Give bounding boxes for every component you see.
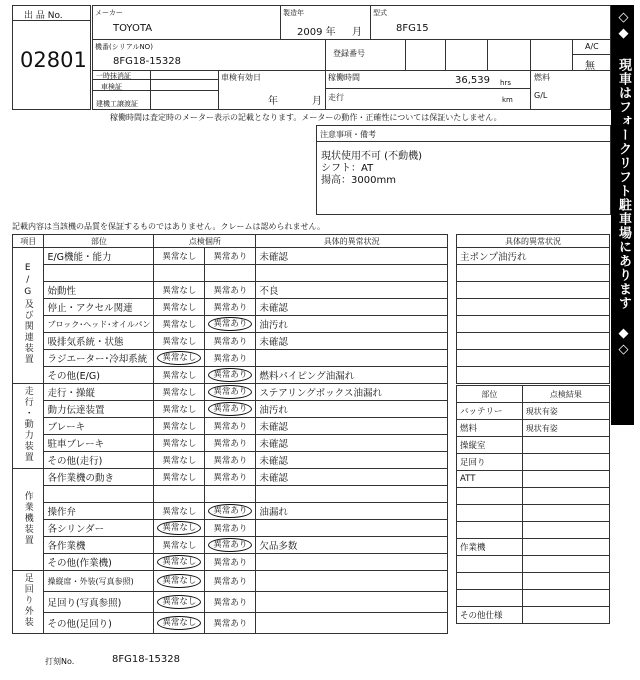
result-value-cell xyxy=(522,573,609,590)
detail-cell xyxy=(256,592,448,613)
registration-label: 登録番号 xyxy=(333,49,365,58)
table-row xyxy=(13,350,448,367)
result-part-cell xyxy=(457,556,523,573)
status-ng-label: 異常あり xyxy=(208,317,252,331)
result-value-cell xyxy=(522,607,609,624)
detail-cell: 油漏れ xyxy=(256,503,448,520)
check-ng-cell[interactable] xyxy=(205,452,256,469)
part-cell: 各シリンダー xyxy=(44,520,154,537)
detail-cell xyxy=(256,571,448,592)
detail-cell xyxy=(256,265,448,282)
check-ng-cell[interactable] xyxy=(205,592,256,613)
year-label: 製造年 xyxy=(283,9,304,17)
inspection-label: 車検有効日 xyxy=(221,73,261,82)
table-row xyxy=(457,248,610,265)
part-cell: その他(E/G) xyxy=(44,367,154,384)
status-ok-label: 異常なし xyxy=(157,521,201,535)
status-ng-label: 異常あり xyxy=(213,524,248,534)
category-label: 足回り外装 xyxy=(22,573,33,628)
result-part-cell: ATT xyxy=(457,471,523,488)
check-ok-cell[interactable] xyxy=(154,350,205,367)
table-row xyxy=(457,471,610,488)
check-ok-cell[interactable] xyxy=(154,537,205,554)
table-row xyxy=(13,333,448,350)
status-ok-label: 異常なし xyxy=(162,286,197,296)
check-ng-cell[interactable] xyxy=(205,282,256,299)
category-cell xyxy=(13,384,44,469)
inspection-year: 年 xyxy=(268,96,278,107)
maker-value: TOYOTA xyxy=(113,23,153,34)
hours-unit: hrs xyxy=(500,79,511,87)
cert-temp-deregistration: 一時抹消証 xyxy=(96,72,131,80)
check-ok-cell[interactable] xyxy=(154,248,205,265)
part-cell: 始動性 xyxy=(44,282,154,299)
issue-detail-header: 具体的異常状況 xyxy=(457,235,610,248)
detail-cell: 未確認 xyxy=(256,333,448,350)
part-cell: その他(作業機) xyxy=(44,554,154,571)
status-ok-label: 異常なし xyxy=(157,351,201,365)
table-row xyxy=(13,486,448,503)
inspection-result-table xyxy=(456,385,610,624)
fuel-label: 燃料 xyxy=(534,73,550,82)
table-row xyxy=(13,316,448,333)
part-cell: ブロック･ヘッド･オイルパン xyxy=(44,316,154,333)
part-cell: 動力伝達装置 xyxy=(44,401,154,418)
result-value-cell xyxy=(522,471,609,488)
result-part-cell xyxy=(457,590,523,607)
check-ok-cell[interactable] xyxy=(154,384,205,401)
detail-cell: 不良 xyxy=(256,282,448,299)
travel-label: 走行 xyxy=(328,93,344,102)
detail-cell xyxy=(256,520,448,537)
check-ok-cell[interactable] xyxy=(154,486,205,503)
month-value: 月 xyxy=(352,27,362,38)
check-ng-cell[interactable] xyxy=(205,265,256,282)
table-row xyxy=(13,384,448,401)
part-cell: その他(足回り) xyxy=(44,613,154,634)
check-ng-cell[interactable] xyxy=(205,469,256,486)
table-row xyxy=(457,522,610,539)
model-label: 型式 xyxy=(373,9,387,17)
check-ng-cell[interactable] xyxy=(205,520,256,537)
category-cell xyxy=(13,571,44,634)
status-ok-label: 異常なし xyxy=(162,303,197,313)
notes-line-3: 揚高：3000mm xyxy=(321,175,396,186)
status-ok-label: 異常なし xyxy=(162,337,197,347)
table-row xyxy=(13,503,448,520)
check-ok-cell[interactable] xyxy=(154,554,205,571)
part-cell: ラジエーター･冷却系統 xyxy=(44,350,154,367)
table-row xyxy=(13,299,448,316)
result-value-cell xyxy=(522,454,609,471)
check-ng-cell[interactable] xyxy=(205,350,256,367)
part-cell: 操縦席・外装(写真参照) xyxy=(44,571,154,592)
issue-detail-cell xyxy=(457,333,610,350)
table-row xyxy=(457,505,610,522)
part-cell: 停止・アクセル関連 xyxy=(44,299,154,316)
table-row xyxy=(457,367,610,384)
status-ok-label: 異常なし xyxy=(162,473,197,483)
table-row xyxy=(13,435,448,452)
check-ok-cell[interactable] xyxy=(154,401,205,418)
year-value: 2009 年 xyxy=(297,27,336,38)
serial-value: 8FG18-15328 xyxy=(113,56,182,67)
travel-unit: km xyxy=(502,96,513,104)
status-ng-label: 異常あり xyxy=(213,558,248,568)
status-ok-label: 異常なし xyxy=(162,388,197,398)
detail-cell: 未確認 xyxy=(256,299,448,316)
result-part-cell: 燃料 xyxy=(457,420,523,437)
detail-cell: 未確認 xyxy=(256,435,448,452)
result-value-cell: 現状有姿 xyxy=(522,420,609,437)
result-part-cell: バッテリー xyxy=(457,403,523,420)
check-ng-cell[interactable] xyxy=(205,435,256,452)
result-part-cell xyxy=(457,573,523,590)
result-value-cell xyxy=(522,539,609,556)
side-banner-text: ◇◆ 現車はフォークリフト駐車場にあります ◆◇ xyxy=(616,10,631,358)
table-row xyxy=(457,350,610,367)
fuel-value: G/L xyxy=(534,91,548,100)
result-part-cell: 操縦室 xyxy=(457,437,523,454)
status-ng-label: 異常あり xyxy=(208,385,252,399)
table-row xyxy=(457,420,610,437)
hours-note: 稼働時間は査定時のメーター表示の記載となります。メーターの動作・正確性については保証いたしません。 xyxy=(110,113,502,122)
table-row xyxy=(457,607,610,624)
status-ng-label: 異常あり xyxy=(213,619,248,629)
status-ng-label: 異常あり xyxy=(213,303,248,313)
detail-cell: 未確認 xyxy=(256,248,448,265)
status-ok-label: 異常なし xyxy=(157,616,201,630)
issue-detail-cell xyxy=(457,316,610,333)
check-ok-cell[interactable] xyxy=(154,469,205,486)
category-label: E/G及び関連装置 xyxy=(22,263,33,365)
result-header-part: 部位 xyxy=(457,386,523,403)
check-ok-cell[interactable] xyxy=(154,435,205,452)
category-cell xyxy=(13,469,44,571)
status-ng-label: 異常あり xyxy=(213,473,248,483)
detail-cell: 未確認 xyxy=(256,452,448,469)
status-ng-label: 異常あり xyxy=(213,456,248,466)
detail-cell xyxy=(256,554,448,571)
table-row xyxy=(457,539,610,556)
issue-detail-cell: 主ポンプ油汚れ xyxy=(457,248,610,265)
table-row xyxy=(457,403,610,420)
part-cell: 駐車ブレーキ xyxy=(44,435,154,452)
check-ng-cell[interactable] xyxy=(205,537,256,554)
detail-cell xyxy=(256,613,448,634)
check-ng-cell[interactable] xyxy=(205,503,256,520)
serial-label: 機番(シリアルNO) xyxy=(95,43,153,51)
category-label: 走行・動力装置 xyxy=(22,386,33,463)
status-ok-label: 異常なし xyxy=(162,252,197,262)
status-ng-label: 異常あり xyxy=(213,252,248,262)
issue-detail-cell xyxy=(457,367,610,384)
table-row xyxy=(13,452,448,469)
status-ng-label: 異常あり xyxy=(213,598,248,608)
check-ng-cell[interactable] xyxy=(205,554,256,571)
result-part-cell: 作業機 xyxy=(457,539,523,556)
stamp-value: 8FG18-15328 xyxy=(112,654,181,665)
part-cell: 吸排気系統・状態 xyxy=(44,333,154,350)
check-ok-cell[interactable] xyxy=(154,613,205,634)
result-part-cell xyxy=(457,522,523,539)
result-value-cell xyxy=(522,556,609,573)
result-value-cell: 現状有姿 xyxy=(522,403,609,420)
table-row xyxy=(13,401,448,418)
result-value-cell xyxy=(522,488,609,505)
status-ng-label: 異常あり xyxy=(208,402,252,416)
check-ng-cell[interactable] xyxy=(205,248,256,265)
status-ng-label: 異常あり xyxy=(213,286,248,296)
part-cell: 走行・操縦 xyxy=(44,384,154,401)
table-row xyxy=(457,282,610,299)
detail-cell: 油汚れ xyxy=(256,401,448,418)
table-row xyxy=(457,454,610,471)
status-ok-label: 異常なし xyxy=(162,507,197,517)
check-ok-cell[interactable] xyxy=(154,503,205,520)
maker-label: メーカー xyxy=(95,9,123,17)
header-category: 項目 xyxy=(13,235,44,248)
category-label: 作業機装置 xyxy=(22,490,33,546)
status-ng-label: 異常あり xyxy=(208,504,252,518)
check-ok-cell[interactable] xyxy=(154,282,205,299)
result-value-cell xyxy=(522,522,609,539)
stamp-label: 打刻No. xyxy=(45,657,75,666)
status-ng-label: 異常あり xyxy=(208,368,252,382)
check-ng-cell[interactable] xyxy=(205,333,256,350)
status-ok-label: 異常なし xyxy=(157,555,201,569)
check-ng-cell[interactable] xyxy=(205,418,256,435)
status-ok-label: 異常なし xyxy=(162,371,197,381)
table-row xyxy=(457,488,610,505)
detail-cell: ステアリングボックス油漏れ xyxy=(256,384,448,401)
issue-detail-cell xyxy=(457,265,610,282)
status-ng-label: 異常あり xyxy=(213,337,248,347)
table-row xyxy=(13,367,448,384)
detail-cell: 油汚れ xyxy=(256,316,448,333)
issue-detail-cell xyxy=(457,350,610,367)
table-row xyxy=(457,265,610,282)
status-ok-label: 異常なし xyxy=(162,405,197,415)
inspection-month: 月 xyxy=(312,96,322,107)
table-row xyxy=(13,282,448,299)
check-ok-cell[interactable] xyxy=(154,367,205,384)
part-cell: E/G機能・能力 xyxy=(44,248,154,265)
status-ng-label: 異常あり xyxy=(213,422,248,432)
check-ok-cell[interactable] xyxy=(154,452,205,469)
issue-detail-table xyxy=(456,234,610,384)
table-row xyxy=(457,316,610,333)
check-ng-cell[interactable] xyxy=(205,299,256,316)
detail-cell: 未確認 xyxy=(256,469,448,486)
table-row xyxy=(457,556,610,573)
check-ok-cell[interactable] xyxy=(154,265,205,282)
result-part-cell xyxy=(457,505,523,522)
inspection-table xyxy=(12,234,448,634)
status-ok-label: 異常なし xyxy=(157,574,201,588)
issue-detail-cell xyxy=(457,299,610,316)
result-part-cell: 足回り xyxy=(457,454,523,471)
table-row xyxy=(457,573,610,590)
table-row xyxy=(13,554,448,571)
header-detail: 具体的異常状況 xyxy=(256,235,448,248)
cert-transfer: 建機工譲渡証 xyxy=(96,100,138,108)
check-ok-cell[interactable] xyxy=(154,592,205,613)
part-cell: ブレーキ xyxy=(44,418,154,435)
model-value: 8FG15 xyxy=(396,23,429,34)
notes-line-2: シフト：AT xyxy=(321,163,374,174)
check-ng-cell[interactable] xyxy=(205,401,256,418)
table-row xyxy=(13,520,448,537)
check-ng-cell[interactable] xyxy=(205,613,256,634)
cert-vehicle-inspection: 車検証 xyxy=(101,83,122,91)
result-value-cell xyxy=(522,505,609,522)
check-ok-cell[interactable] xyxy=(154,520,205,537)
status-ok-label: 異常なし xyxy=(162,456,197,466)
check-ok-cell[interactable] xyxy=(154,299,205,316)
table-row xyxy=(13,537,448,554)
table-row xyxy=(13,571,448,592)
notes-label: 注意事項・備考 xyxy=(320,130,376,139)
result-value-cell xyxy=(522,437,609,454)
detail-cell xyxy=(256,350,448,367)
status-ng-label: 異常あり xyxy=(213,439,248,449)
check-ng-cell[interactable] xyxy=(205,367,256,384)
status-ng-label: 異常あり xyxy=(208,538,252,552)
part-cell: その他(走行) xyxy=(44,452,154,469)
status-ng-label: 異常あり xyxy=(213,354,248,364)
part-cell: 各作業機の動き xyxy=(44,469,154,486)
status-ok-label: 異常なし xyxy=(162,320,197,330)
ac-value: 無 xyxy=(585,61,595,72)
part-cell: 足回り(写真参照) xyxy=(44,592,154,613)
status-ok-label: 異常なし xyxy=(162,422,197,432)
category-cell xyxy=(13,248,44,384)
result-header-result: 点検結果 xyxy=(522,386,609,403)
ac-label: A/C xyxy=(585,42,599,51)
hours-label: 稼働時間 xyxy=(328,73,360,82)
table-row xyxy=(457,590,610,607)
detail-cell: 未確認 xyxy=(256,418,448,435)
check-ng-cell[interactable] xyxy=(205,384,256,401)
part-cell: 各作業機 xyxy=(44,537,154,554)
table-row xyxy=(457,333,610,350)
check-ng-cell[interactable] xyxy=(205,316,256,333)
lot-label: 出 品 No. xyxy=(24,11,63,21)
table-row xyxy=(13,265,448,282)
result-part-cell xyxy=(457,488,523,505)
notes-line-1: 現状使用不可 (不動機) xyxy=(321,151,422,162)
disclaimer: 記載内容は当該機の品質を保証するものではありません。クレームは認められません。 xyxy=(12,222,325,231)
part-cell: 操作弁 xyxy=(44,503,154,520)
status-ok-label: 異常なし xyxy=(162,439,197,449)
table-row xyxy=(457,299,610,316)
table-row xyxy=(13,418,448,435)
result-value-cell xyxy=(522,590,609,607)
part-cell xyxy=(44,486,154,503)
table-row xyxy=(457,437,610,454)
result-part-cell: その他仕様 xyxy=(457,607,523,624)
table-row xyxy=(13,469,448,486)
check-ok-cell[interactable] xyxy=(154,571,205,592)
table-row xyxy=(13,613,448,634)
part-cell xyxy=(44,265,154,282)
check-ng-cell[interactable] xyxy=(205,486,256,503)
issue-detail-cell xyxy=(457,282,610,299)
status-ng-label: 異常あり xyxy=(213,577,248,587)
check-ok-cell[interactable] xyxy=(154,316,205,333)
header-check: 点検個所 xyxy=(154,235,256,248)
check-ng-cell[interactable] xyxy=(205,571,256,592)
detail-cell: 欠品多数 xyxy=(256,537,448,554)
table-row xyxy=(13,248,448,265)
detail-cell: 燃料パイピング油漏れ xyxy=(256,367,448,384)
check-ok-cell[interactable] xyxy=(154,333,205,350)
header-part: 部位 xyxy=(44,235,154,248)
hours-value: 36,539 xyxy=(455,75,490,86)
lot-number: 02801 xyxy=(20,48,87,72)
status-ok-label: 異常なし xyxy=(157,595,201,609)
check-ok-cell[interactable] xyxy=(154,418,205,435)
table-row xyxy=(13,592,448,613)
status-ok-label: 異常なし xyxy=(162,541,197,551)
detail-cell xyxy=(256,486,448,503)
